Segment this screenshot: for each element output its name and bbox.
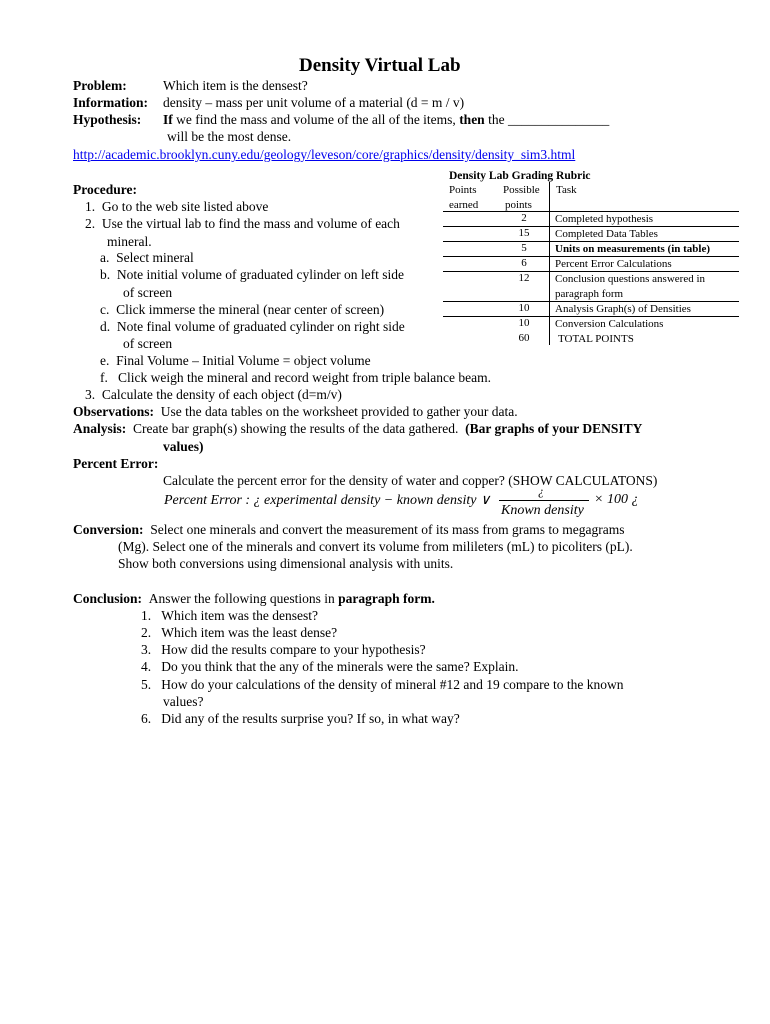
rubric-title: Density Lab Grading Rubric — [449, 170, 591, 182]
procedure-sub-a: a. Select mineral — [100, 250, 194, 265]
conversion-label: Conversion: — [73, 522, 144, 537]
analysis-line — [73, 421, 642, 437]
procedure-sub-e: e. Final Volume – Initial Volume = object volume — [100, 353, 371, 368]
procedure-sub-b: b. Note initial volume of graduated cylinder on left side — [100, 267, 405, 282]
rubric-header-possible-line1: Possible — [503, 184, 540, 196]
rubric-header-possible-points — [503, 183, 540, 213]
percent-error-formula-numerator: ¿ — [538, 484, 544, 498]
hypothesis-label: Hypothesis: — [73, 112, 142, 127]
observations-line — [73, 404, 518, 420]
rubric-task: Analysis Graph(s) of Densities — [555, 303, 691, 315]
procedure-sub-e-text: Final Volume – Initial Volume = object volume — [116, 353, 371, 368]
procedure-step-1-text: Go to the web site listed above — [101, 199, 269, 214]
conclusion-question-1-text: Which item was the densest? — [161, 608, 318, 623]
conclusion-question-4: 4. Do you think that the any of the minerals were the same? Explain. — [141, 659, 519, 674]
hypothesis-then: then — [459, 112, 485, 127]
conclusion-label: Conclusion: — [73, 591, 143, 606]
rubric-task: Units on measurements (in table) — [555, 243, 711, 255]
problem-text: Which item is the densest? — [163, 78, 308, 93]
procedure-sub-c-text: Click immerse the mineral (near center of screen) — [116, 302, 385, 317]
conclusion-question-4-text: Do you think that the any of the minerals were the same? Explain. — [161, 659, 519, 674]
conclusion-question-1: 1. Which item was the densest? — [141, 608, 318, 623]
rubric-header-points-line2: earned — [449, 199, 479, 211]
conversion-line1 — [73, 522, 624, 538]
rubric-header-possible-line2: points — [505, 199, 532, 211]
hypothesis-mid: we find the mass and volume of the all of the items, — [172, 112, 460, 127]
procedure-sub-d: d. Note final volume of graduated cylinder on right side — [100, 319, 405, 334]
conclusion-line — [73, 591, 435, 607]
conclusion-question-5-line2: values? — [163, 694, 204, 709]
procedure-sub-a-text: Select mineral — [116, 250, 194, 265]
procedure-sub-f: f. Click weigh the mineral and record weight from triple balance beam. — [100, 370, 491, 385]
rubric-points: 2 — [521, 212, 527, 224]
procedure-sub-b-line2: of screen — [123, 285, 173, 300]
problem-label: Problem: — [73, 78, 127, 93]
procedure-sub-c: c. Click immerse the mineral (near center of screen) — [100, 302, 385, 317]
procedure-step-1: 1. Go to the web site listed above — [85, 199, 269, 214]
procedure-step-2-line2: mineral. — [107, 234, 152, 249]
procedure-label: Procedure: — [73, 182, 137, 197]
rubric-header-points-line1: Points — [449, 184, 477, 196]
procedure-sub-d-line2: of screen — [123, 336, 173, 351]
percent-error-formula-left: Percent Error : ¿ experimental density − known density ∨ — [164, 493, 491, 508]
analysis-label: Analysis: — [73, 421, 127, 436]
hypothesis-if: If — [163, 112, 173, 127]
hypothesis-blank: the _______________ — [484, 112, 610, 127]
observations-text: Use the data tables on the worksheet provided to gather your data. — [160, 404, 518, 419]
rubric-task-line2: paragraph form — [555, 288, 624, 300]
analysis-bold-text-line2: values) — [163, 439, 204, 454]
conclusion-intro-bold: paragraph form. — [338, 591, 435, 606]
rubric-points: 10 — [518, 317, 530, 329]
conclusion-question-2-text: Which item was the least dense? — [161, 625, 338, 640]
rubric-task: TOTAL POINTS — [558, 333, 634, 345]
procedure-step-2: 2. Use the virtual lab to find the mass and volume of each — [85, 216, 400, 231]
percent-error-text: Calculate the percent error for the density of water and copper? (SHOW CALCULATONS) — [163, 473, 658, 488]
fraction-bar — [499, 500, 589, 501]
procedure-sub-f-text: Click weigh the mineral and record weight from triple balance beam. — [118, 370, 491, 385]
observations-label: Observations: — [73, 404, 154, 419]
rubric-points: 15 — [518, 227, 530, 239]
conclusion-question-6: 6. Did any of the results surprise you? If so, in what way? — [141, 711, 460, 726]
conclusion-question-5: 5. How do your calculations of the density of mineral #12 and 19 compare to the known — [141, 677, 624, 692]
conclusion-question-3-text: How did the results compare to your hypothesis? — [161, 642, 426, 657]
hypothesis-text — [163, 112, 609, 128]
information-label: Information: — [73, 95, 148, 110]
procedure-sub-d-text: Note final volume of graduated cylinder on right side — [116, 319, 405, 334]
procedure-step-3: 3. Calculate the density of each object (d=m/v) — [85, 387, 342, 402]
conclusion-question-5-text: How do your calculations of the density of mineral #12 and 19 compare to the known — [161, 677, 624, 692]
procedure-sub-b-text: Note initial volume of graduated cylinder on left side — [116, 267, 405, 282]
conclusion-question-3: 3. How did the results compare to your hypothesis? — [141, 642, 426, 657]
conversion-text-1: Select one minerals and convert the measurement of its mass from grams to megagrams — [150, 522, 625, 537]
rubric-task: Completed hypothesis — [555, 213, 654, 225]
rubric-header-task: Task — [556, 184, 577, 196]
information-text: density – mass per unit volume of a material (d = m / v) — [163, 95, 465, 110]
conclusion-question-6-text: Did any of the results surprise you? If so, in what way? — [161, 711, 460, 726]
analysis-text: Create bar graph(s) showing the results of the data gathered. — [133, 421, 459, 436]
rubric-task: Conversion Calculations — [555, 318, 664, 330]
conversion-line3: Show both conversions using dimensional analysis with units. — [118, 556, 454, 571]
rubric-points: 6 — [521, 257, 527, 269]
page-title: Density Virtual Lab — [299, 55, 461, 76]
rubric-header-points-earned — [449, 183, 478, 213]
hypothesis-line2: will be the most dense. — [167, 129, 292, 144]
percent-error-label: Percent Error: — [73, 456, 159, 471]
conversion-line2: (Mg). Select one of the minerals and convert its volume from milileters (mL) to picoliters (pL). — [118, 539, 633, 554]
lab-url-link[interactable]: http://academic.brooklyn.cuny.edu/geology/leveson/core/graphics/density/density_sim3.html — [73, 147, 576, 162]
rubric-task: Percent Error Calculations — [555, 258, 672, 270]
procedure-step-2-text: Use the virtual lab to find the mass and volume of each — [101, 216, 400, 231]
percent-error-formula-right: × 100 ¿ — [594, 492, 639, 507]
grading-rubric — [443, 170, 739, 348]
percent-error-formula-denominator: Known density — [501, 503, 584, 518]
conclusion-question-2: 2. Which item was the least dense? — [141, 625, 338, 640]
rubric-points: 60 — [518, 332, 530, 344]
conclusion-intro: Answer the following questions in — [148, 591, 339, 606]
rubric-task: Completed Data Tables — [555, 228, 658, 240]
analysis-bold-text: (Bar graphs of your DENSITY — [465, 421, 643, 436]
rubric-points: 10 — [518, 302, 530, 314]
rubric-column-divider — [549, 182, 550, 345]
procedure-step-3-text: Calculate the density of each object (d=m/v) — [101, 387, 342, 402]
rubric-points: 12 — [518, 272, 530, 284]
rubric-points: 5 — [521, 242, 527, 254]
rubric-task: Conclusion questions answered in — [555, 273, 706, 285]
